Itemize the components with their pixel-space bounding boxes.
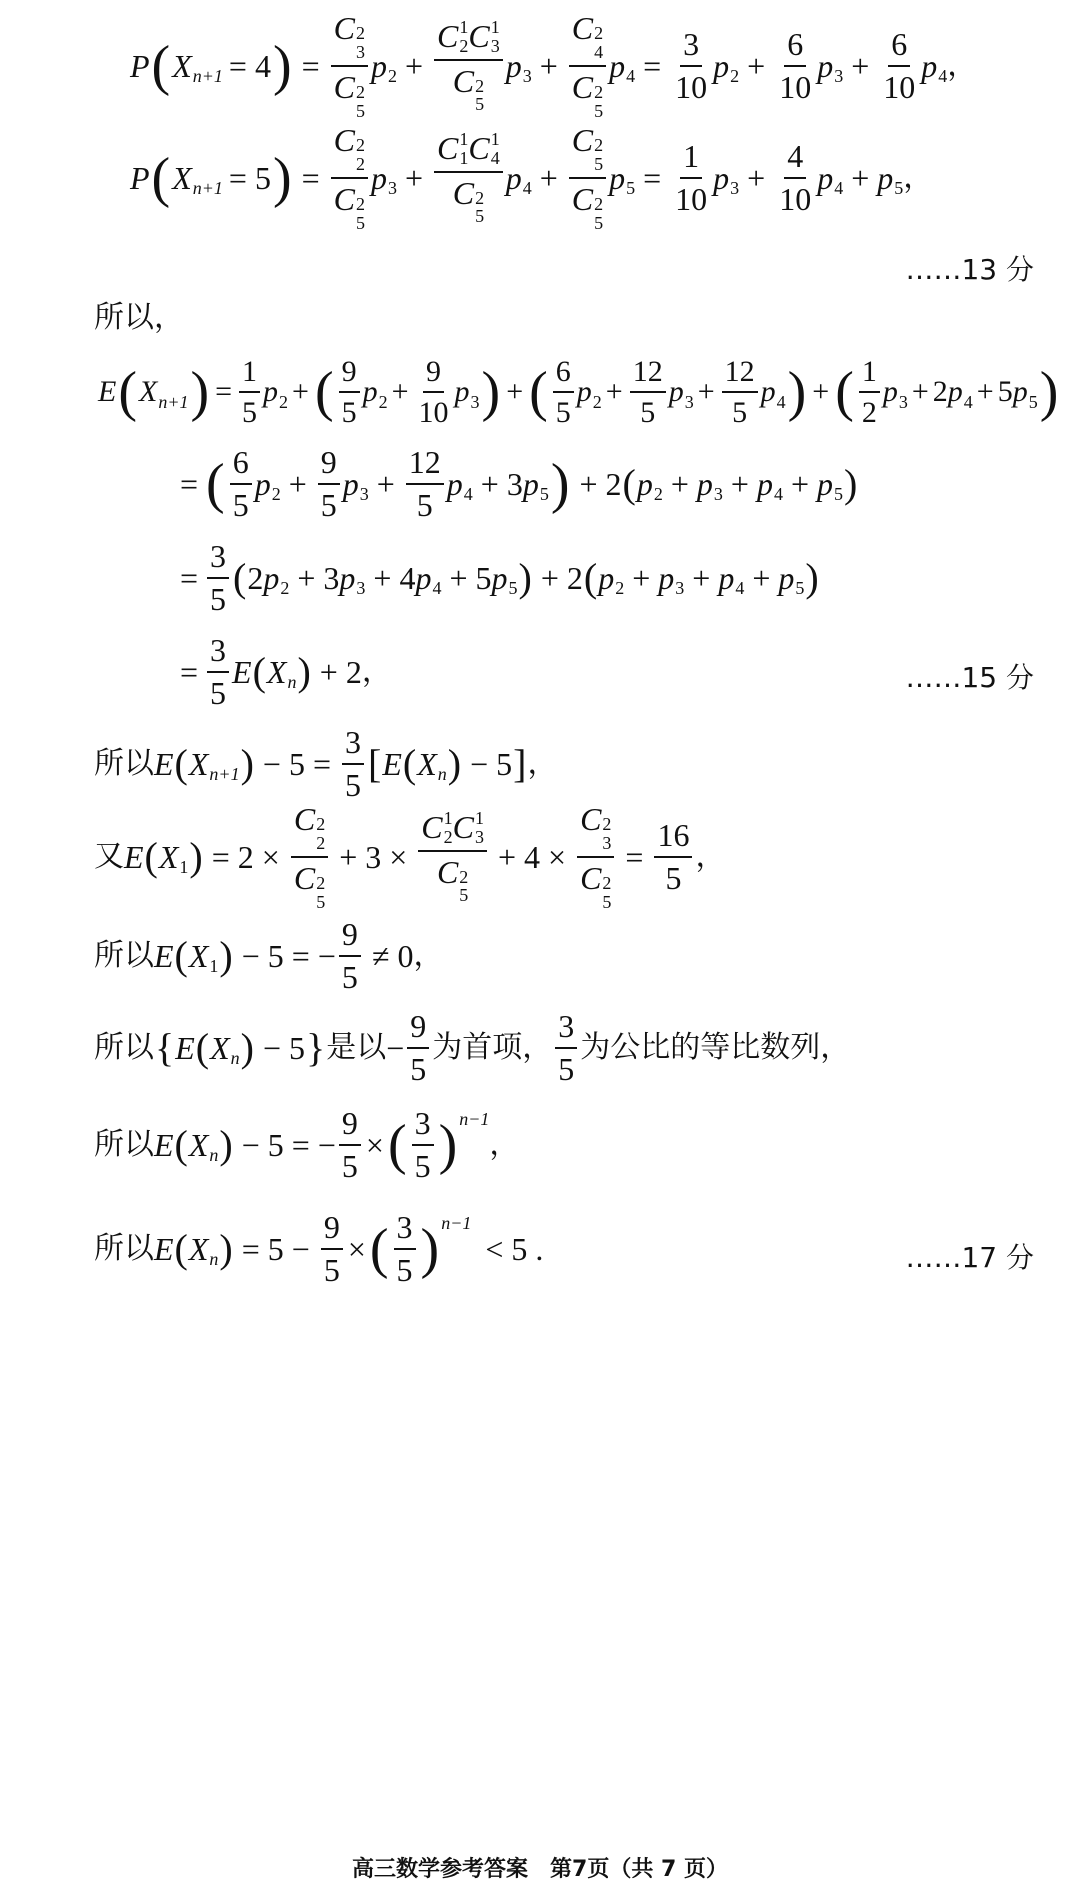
equation-recurrence: 所以 E ( X n+1 ) − 5 = $\frac{3}{5}$ [ E ( X n ) − 5 ] ， [94,723,558,803]
text-suoyi: 所以， [94,300,184,335]
equation-e-x1: 又 E ( X 1 ) = 2 × C 2 2 C 2 5 + 3 × C 1 2 C 1 3 C 2 5 + 4 × C 2 3 C 2 5 = $\frac{16}{5}$ ， [94,801,726,912]
equation-e-x-n1: E ( X n+1 ) = $\frac{1}{5}$ p 2 + ( $\frac{9}{5}$ p 2 + $\frac{9}{10}$ p 3 ) + ( $\frac{6}{5}$ p 2 + $\frac{12}{5}$ p 3 + $\frac{12}{5}$ p 4 ) + ( $\frac{1}{2}$ p 3 + 2 p 4 + 5 p 5 ) [98,355,1059,429]
equation-general-term: 所以 E ( X n ) − 5 = − $\frac{9}{5}$ × ( $\frac{3}{5}$ ) n−1 ， [94,1104,520,1184]
score-13: ……13 分 [905,253,1034,286]
equation-step-3: = $\frac{3}{5}$ ( 2 p 2 + 3 p 3 + 4 p 4 + 5 p 5 ) + 2 ( p 2 + p 3 + p 4 + p 5 ) [180,537,819,617]
comma: ， [903,160,934,195]
equation-step-2: = ( $\frac{6}{5}$ p 2 + $\frac{9}{5}$ p 3 + $\frac{12}{5}$ p 4 + 3 p 5 ) + 2 ( p 2 + p 3 + p 4 + p 5 ) [180,443,858,523]
comma: ， [947,48,978,83]
score-17: ……17 分 [905,1241,1034,1274]
page-footer: 高三数学参考答案 第7页（共 7 页） [352,1857,728,1882]
equation-p-x-4: P ( X n+1 = 4 ) = C 2 3 C 2 5 p 2 + C 1 2 C 1 3 C 2 5 p 3 + C 2 4 C 2 5 p 4 = $\frac{3}{10}$ p 2 + $\frac{6}{10}$ p 3 + $\frac{6}{10}$ p 4 ， [130,10,978,121]
equation-conclusion: 所以 E ( X n ) = 5 − $\frac{9}{5}$ × ( $\frac{3}{5}$ ) n−1 < 5 . [94,1208,544,1288]
score-15: ……15 分 [905,661,1034,694]
equation-e-x1-minus-5: 所以 E ( X 1 ) − 5 = − $\frac{9}{5}$ ≠ 0 ， [94,915,444,995]
equation-geometric-sequence: 所以 { E ( X n ) − 5 } 是以 − $\frac{9}{5}$ 为首项， $\frac{3}{5}$ 为公比的等比数列， [94,1007,851,1087]
equation-p-x-5: P ( X n+1 = 5 ) = C 2 2 C 2 5 p 3 + C 1 1 C 1 4 C 2 5 p 4 + C 2 5 C 2 5 p 5 = $\frac{1}{10}$ p 3 + $\frac{4}{10}$ p 4 + p 5 ， [130,122,934,233]
equation-step-4: = $\frac{3}{5}$ E ( X n ) + 2 ， [180,631,392,711]
